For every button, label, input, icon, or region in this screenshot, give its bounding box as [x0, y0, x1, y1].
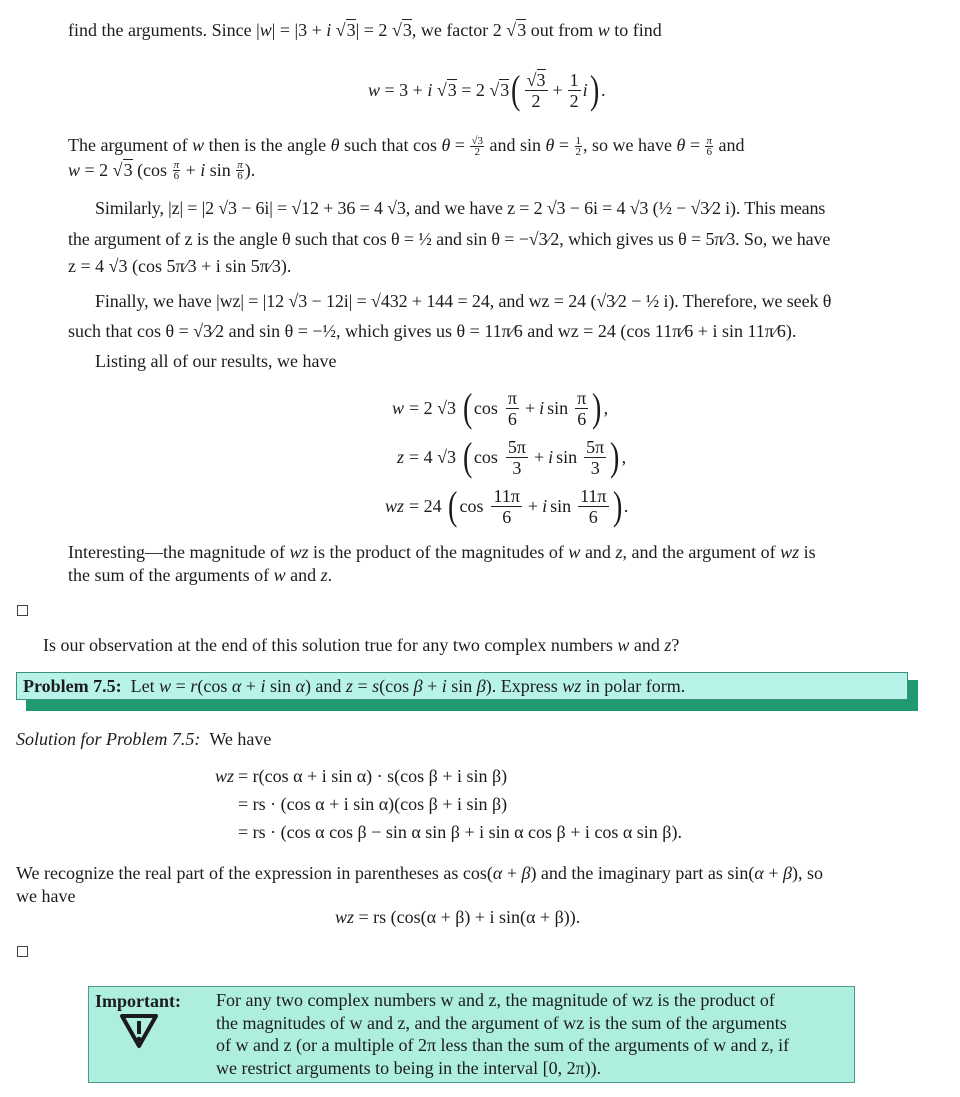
- numerator: π: [577, 387, 587, 408]
- text: =: [171, 676, 191, 696]
- radicand: 3: [447, 80, 457, 100]
- math-var: z: [345, 676, 353, 696]
- equation-lhs: z: [396, 446, 404, 467]
- math-var: z: [320, 565, 328, 585]
- math-var: α: [492, 863, 503, 883]
- important-line: of w and z (or a multiple of 2π less than the sum of the arguments of w and z, if: [216, 1035, 790, 1055]
- math-var: z: [615, 542, 623, 562]
- math-var: i: [441, 676, 447, 696]
- equation-coef: = 4 √3: [409, 446, 461, 467]
- numerator: π: [173, 158, 180, 171]
- fraction: $\frac{√3}{2}$: [471, 135, 483, 159]
- paragraph-line: Finally, we have |wz| = |12 √3 − 12i| = √432 + 144 = 24, and wz = 24 (√3⁄2 − ½ i). Therefore, we seek θ: [95, 291, 832, 311]
- denominator: 6: [173, 169, 180, 182]
- text: ).: [244, 160, 256, 180]
- sin-text: sin: [550, 495, 572, 516]
- text: =: [450, 134, 470, 155]
- math-var: β: [782, 863, 792, 883]
- text: +: [241, 676, 261, 696]
- operator: +: [527, 495, 539, 516]
- numerator: π: [706, 135, 712, 148]
- math-var: w: [68, 160, 81, 180]
- text: such that cos: [339, 134, 437, 155]
- fraction: [584, 437, 606, 478]
- math-var: i: [539, 397, 545, 418]
- left-paren: (: [448, 483, 458, 528]
- math-var: i: [326, 20, 332, 40]
- sqrt: √3: [391, 20, 412, 40]
- text: ) and: [304, 676, 346, 696]
- text: find the arguments. Since |: [68, 20, 260, 40]
- math-var: i: [582, 80, 588, 100]
- text: and: [580, 542, 616, 562]
- text: and: [285, 565, 321, 585]
- math-var: w: [568, 542, 581, 562]
- fraction: [506, 388, 519, 429]
- fraction: [491, 486, 521, 527]
- warning-icon: [118, 1012, 160, 1050]
- left-paren: (: [511, 67, 521, 112]
- text: , we factor 2: [411, 20, 507, 40]
- question-line: [43, 635, 679, 655]
- important-label: Important:: [95, 991, 181, 1011]
- math-var: β: [476, 676, 486, 696]
- right-paren: ): [589, 67, 600, 112]
- fraction: [575, 136, 583, 157]
- math-var: θ: [545, 134, 555, 155]
- solution-label: Solution for Problem 7.5:: [16, 729, 201, 749]
- text: Let: [121, 676, 160, 696]
- text: sin: [265, 676, 296, 696]
- equation-row: [300, 434, 627, 479]
- paragraph-line: [68, 542, 816, 562]
- right-paren: ): [610, 434, 620, 479]
- numerator: 3: [477, 135, 483, 148]
- text: to find: [609, 20, 662, 40]
- denominator: 6: [502, 506, 512, 527]
- right-paren: ): [612, 483, 622, 528]
- punctuation: ,: [603, 397, 609, 418]
- paragraph-line: Listing all of our results, we have: [95, 351, 337, 371]
- text: | = 2: [355, 20, 392, 40]
- math-var: w: [192, 134, 205, 155]
- text: The argument of: [68, 134, 193, 155]
- paragraph-line: we have: [16, 886, 76, 906]
- math-var: α: [754, 863, 764, 883]
- text: ), so: [791, 863, 823, 883]
- math-var: z: [664, 635, 672, 655]
- math-var: w: [159, 676, 172, 696]
- text: , and the argument of: [622, 542, 781, 562]
- text: (cos: [132, 160, 172, 180]
- important-line: the magnitudes of w and z, and the argument of wz is the sum of the arguments: [216, 1012, 787, 1033]
- text: and: [629, 635, 665, 655]
- text: = 2: [456, 80, 490, 100]
- text: , so we have: [583, 134, 677, 155]
- denominator: 6: [507, 408, 517, 429]
- operator: +: [524, 397, 536, 418]
- text: sin: [205, 160, 236, 180]
- numerator: π: [507, 387, 517, 408]
- text: and: [714, 134, 745, 155]
- denominator: 6: [237, 169, 243, 182]
- fraction: [236, 160, 244, 181]
- equation-row: [190, 794, 507, 815]
- display-equation: [335, 907, 580, 927]
- math-var: wz: [289, 542, 309, 562]
- paragraph-line: z = 4 √3 (cos 5π⁄3 + i sin 5π⁄3).: [68, 256, 292, 276]
- text: Interesting—the magnitude of: [68, 542, 290, 562]
- math-var: w: [597, 20, 610, 40]
- text: in polar form.: [581, 676, 686, 696]
- math-var: wz: [335, 907, 355, 927]
- fraction: [506, 437, 528, 478]
- operator: +: [552, 80, 563, 100]
- paragraph-line: Similarly, |z| = |2 √3 − 6i| = √12 + 36 = 4 √3, and we have z = 2 √3 − 6i = 4 √3 (½ − √3⁄2 i). This means: [95, 198, 826, 218]
- text: +: [422, 676, 442, 696]
- sin-text: sin: [556, 446, 578, 467]
- solution-heading: [16, 729, 271, 749]
- equation-row: [190, 766, 507, 787]
- qed-box-icon: [17, 946, 28, 957]
- paragraph-line: [68, 134, 924, 158]
- text: .: [601, 80, 606, 100]
- text: ). Express: [485, 676, 563, 696]
- paragraph-line: [68, 20, 662, 40]
- radicand: 3: [500, 80, 510, 100]
- numerator: 5π: [507, 436, 526, 457]
- math-var: β: [413, 676, 423, 696]
- math-var: θ: [330, 134, 340, 155]
- sqrt: √3: [489, 80, 510, 100]
- text: (cos: [197, 676, 232, 696]
- math-var: r: [190, 676, 198, 696]
- important-line: For any two complex numbers w and z, the magnitude of wz is the product of: [216, 990, 775, 1010]
- radicand: 3: [123, 160, 133, 180]
- text: We recognize the real part of the expression in parentheses as cos(: [16, 863, 493, 883]
- math-var: θ: [441, 134, 451, 155]
- numerator: π: [237, 158, 243, 171]
- math-var: i: [542, 495, 548, 516]
- aligned-equations: [300, 385, 680, 533]
- numerator: 11π: [580, 485, 607, 506]
- text: is: [799, 542, 816, 562]
- math-var: i: [200, 160, 206, 180]
- problem-label: Problem 7.5:: [23, 676, 122, 696]
- text: = 3 +: [380, 80, 428, 100]
- equation-row: [300, 483, 629, 528]
- math-var: w: [273, 565, 286, 585]
- paragraph-line: such that cos θ = √3⁄2 and sin θ = −½, which gives us θ = 11π⁄6 and wz = 24 (cos 11π⁄6 + i sin 11π⁄6).: [68, 321, 797, 341]
- math-var: i: [427, 80, 433, 100]
- fraction: √3 2: [526, 69, 546, 111]
- text: +: [181, 160, 201, 180]
- sqrt: √3: [436, 80, 457, 100]
- math-var: β: [521, 863, 531, 883]
- math-var: α: [295, 676, 305, 696]
- numerator: 1: [575, 135, 581, 148]
- text: +: [763, 863, 783, 883]
- sqrt: √3: [112, 160, 133, 180]
- math-var: s: [372, 676, 380, 696]
- math-var: w: [617, 635, 630, 655]
- denominator: 2: [474, 146, 480, 159]
- paragraph-line: [68, 158, 255, 182]
- fraction: [173, 160, 181, 181]
- text: = rs (cos(α + β) + i sin(α + β)).: [354, 907, 581, 927]
- equation-rhs: = r(cos α + i sin α) · s(cos β + i sin β): [238, 766, 508, 786]
- equation-row: [190, 822, 682, 843]
- text: We have: [209, 729, 272, 749]
- punctuation: .: [623, 495, 629, 516]
- text: =: [352, 676, 373, 696]
- left-paren: (: [462, 434, 472, 479]
- text: | = |3 +: [271, 20, 327, 40]
- fraction: [705, 136, 713, 157]
- left-paren: (: [462, 385, 472, 430]
- text: =: [685, 134, 705, 155]
- text: +: [502, 863, 522, 883]
- text: ?: [671, 635, 680, 655]
- numerator: 5π: [586, 436, 605, 457]
- text: Is our observation at the end of this solution true for any two complex numbers: [43, 635, 618, 655]
- sqrt: √3: [506, 20, 527, 40]
- sin-text: sin: [547, 397, 569, 418]
- math-var: wz: [780, 542, 800, 562]
- text: = 2: [80, 160, 113, 180]
- equation-rhs: = rs · (cos α cos β − sin α sin β + i sin α cos β + i cos α sin β).: [238, 822, 682, 842]
- math-var: i: [260, 676, 266, 696]
- paragraph-line: the argument of z is the angle θ such that cos θ = ½ and sin θ = −√3⁄2, which gives us θ = 5π⁄3. So, we have: [68, 229, 831, 249]
- text: (cos: [379, 676, 414, 696]
- equation-lhs: wz: [214, 766, 234, 786]
- math-var: θ: [676, 134, 686, 155]
- fraction: [568, 70, 581, 111]
- aligned-equations: [190, 766, 750, 850]
- text: =: [554, 134, 574, 155]
- numerator: 11π: [493, 485, 520, 506]
- text: sin: [446, 676, 477, 696]
- cos-text: cos: [473, 446, 498, 467]
- text: .: [327, 565, 333, 585]
- numerator: 3: [536, 69, 546, 90]
- text: is the product of the magnitudes of: [308, 542, 569, 562]
- fraction: [578, 486, 608, 527]
- text: out from: [526, 20, 598, 40]
- sqrt: √3: [335, 20, 356, 40]
- qed-box-icon: [17, 605, 28, 616]
- denominator: 6: [588, 506, 598, 527]
- text: ) and the imaginary part as sin(: [530, 863, 755, 883]
- problem-statement: [23, 676, 685, 696]
- paragraph-line: [16, 863, 823, 883]
- denominator: 6: [577, 408, 587, 429]
- denominator: 3: [512, 457, 522, 478]
- equation-lhs: w: [391, 397, 404, 418]
- denominator: 2: [531, 90, 541, 111]
- punctuation: ,: [621, 446, 627, 467]
- numerator: 1: [569, 69, 579, 90]
- radicand: 3: [346, 20, 356, 40]
- equation-coef: = 2 √3: [409, 397, 461, 418]
- fraction: [575, 388, 588, 429]
- display-equation: [368, 68, 606, 112]
- denominator: 6: [706, 146, 712, 159]
- paragraph-line: [68, 565, 332, 585]
- operator: +: [533, 446, 545, 467]
- equation-coef: = 24: [409, 495, 447, 516]
- important-line: we restrict arguments to being in the interval [0, 2π)).: [216, 1057, 602, 1078]
- math-var: α: [231, 676, 242, 696]
- text: then is the angle: [204, 134, 331, 155]
- math-var: w: [259, 20, 272, 40]
- denominator: 2: [569, 90, 579, 111]
- denominator: 2: [575, 146, 581, 159]
- right-paren: ): [592, 385, 602, 430]
- cos-text: cos: [473, 397, 498, 418]
- math-var: w: [368, 80, 381, 100]
- math-var: wz: [562, 676, 582, 696]
- text-run: [68, 135, 745, 157]
- important-box: [88, 986, 855, 1083]
- math-var: i: [548, 446, 554, 467]
- equation-rhs: = rs · (cos α + i sin α)(cos β + i sin β): [238, 794, 508, 814]
- radicand: 3: [517, 20, 527, 40]
- equation-row: [300, 385, 609, 430]
- text: the sum of the arguments of: [68, 565, 274, 585]
- denominator: 3: [590, 457, 600, 478]
- text: and sin: [485, 134, 541, 155]
- radicand: 3: [402, 20, 412, 40]
- cos-text: cos: [459, 495, 484, 516]
- equation-lhs: wz: [384, 495, 404, 516]
